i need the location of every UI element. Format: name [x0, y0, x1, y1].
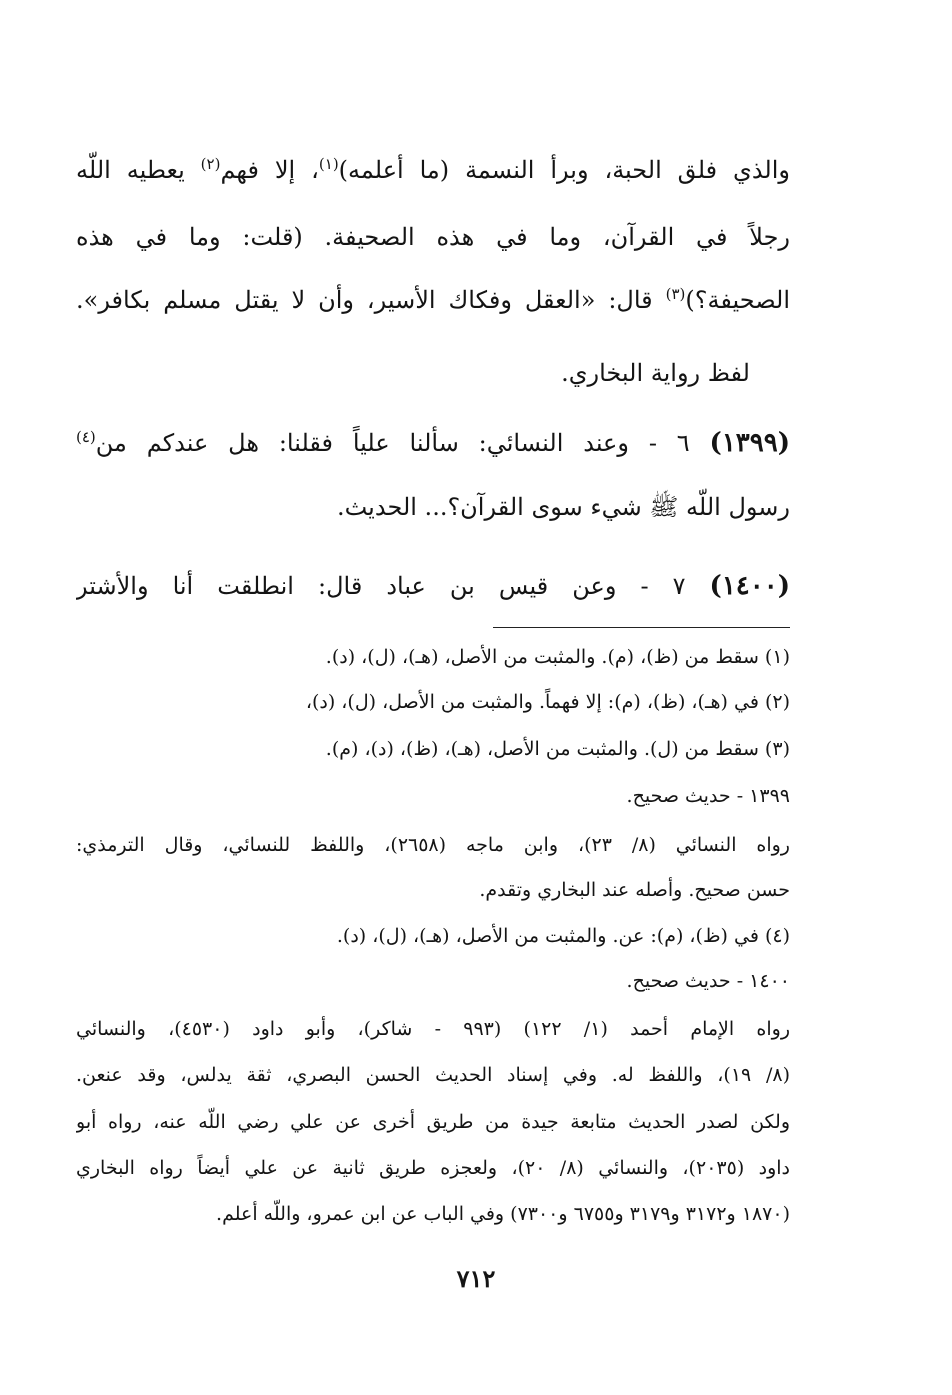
- footnote-3: (٣) سقط من (ل). والمثبت من الأصل، (هـ)، (ظ)، (د)، (م).: [325, 738, 790, 760]
- footnote-divider: [493, 627, 790, 628]
- footnote-ref-4[interactable]: (٤): [76, 428, 96, 446]
- takhrij-1399-line-1: رواه النسائي (٨/ ٢٣)، وابن ماجه (٢٦٥٨)، واللفظ للنسائي، وقال الترمذي:: [76, 834, 790, 856]
- main-text-segment: والذي فلق الحبة، وبرأ النسمة (ما أعلمه): [338, 156, 790, 184]
- main-text-line-2: رجلاً في القرآن، وما في هذه الصحيفة. (قلت: وما في هذه: [76, 223, 790, 251]
- takhrij-1400-line-3: ولكن لصدر الحديث متابعة جيدة من طريق أخرى عن علي رضي اللّه عنه، رواه أبو: [76, 1111, 790, 1133]
- footnote-4: (٤) في (ظ)، (م): عن. والمثبت من الأصل، (هـ)، (ل)، (د).: [336, 925, 790, 947]
- main-text-line-4: لفظ رواية البخاري.: [561, 359, 750, 387]
- main-text-segment: الصحيفة؟): [685, 286, 790, 314]
- main-text-line-3: [76, 280, 790, 320]
- main-text-segment: ٦ - وعند النسائي: سألنا علياً فقلنا: هل عندكم من: [95, 429, 710, 457]
- main-text-line-1: [76, 150, 790, 190]
- hadith-1399-line-2: رسول اللّه ﷺ شيء سوى القرآن؟... الحديث.: [336, 493, 790, 521]
- hadith-1400-line-1: [76, 566, 790, 606]
- footnote-ref-1[interactable]: (١): [318, 155, 339, 173]
- footnote-ref-2[interactable]: (٢): [200, 155, 221, 173]
- footnote-1: (١) سقط من (ظ)، (م). والمثبت من الأصل، (هـ)، (ل)، (د).: [325, 646, 790, 668]
- main-text-segment: قال: «العقل وفكاك الأسير، وأن لا يقتل مسلم بكافر».: [76, 286, 666, 314]
- takhrij-1400-heading: ١٤٠٠ - حديث صحيح.: [626, 970, 790, 992]
- takhrij-1400-line-4: داود (٢٠٣٥)، والنسائي (٨/ ٢٠)، ولعجزه طريق ثانية عن علي أيضاً رواه البخاري: [76, 1157, 790, 1179]
- hadith-1399-line-1: [76, 423, 790, 463]
- hadith-number-1400: (١٤٠٠): [709, 571, 790, 601]
- takhrij-1400-line-2: (٨/ ١٩)، واللفظ له. وفي إسناد الحديث الحسن البصري، ثقة يدلس، وقد عنعن.: [76, 1064, 790, 1086]
- main-text-segment: يعطيه اللّه: [76, 156, 201, 184]
- takhrij-1400-line-1: رواه الإمام أحمد (١/ ١٢٢) (٩٩٣ - شاكر)، وأبو داود (٤٥٣٠)، والنسائي: [76, 1018, 790, 1040]
- main-text-segment: ، إلا فهم: [220, 156, 319, 184]
- hadith-number-1399: (١٣٩٩): [709, 428, 790, 458]
- footnote-ref-3[interactable]: (٣): [665, 285, 686, 303]
- takhrij-1400-line-5: (١٨٧٠ و٣١٧٢ و٣١٧٩ و٦٧٥٥ و٧٣٠٠) وفي الباب عن ابن عمرو، واللّه أعلم.: [216, 1203, 790, 1225]
- main-text-segment: ٧ - وعن قيس بن عباد قال: انطلقت أنا والأشتر: [76, 572, 710, 600]
- page-number: ٧١٢: [456, 1264, 496, 1293]
- takhrij-1399-line-2: حسن صحيح. وأصله عند البخاري وتقدم.: [479, 879, 790, 901]
- footnote-2: (٢) في (هـ)، (ظ)، (م): إلا فهماً. والمثبت من الأصل، (ل)، (د)،: [305, 691, 790, 713]
- takhrij-1399-heading: ١٣٩٩ - حديث صحيح.: [626, 785, 790, 807]
